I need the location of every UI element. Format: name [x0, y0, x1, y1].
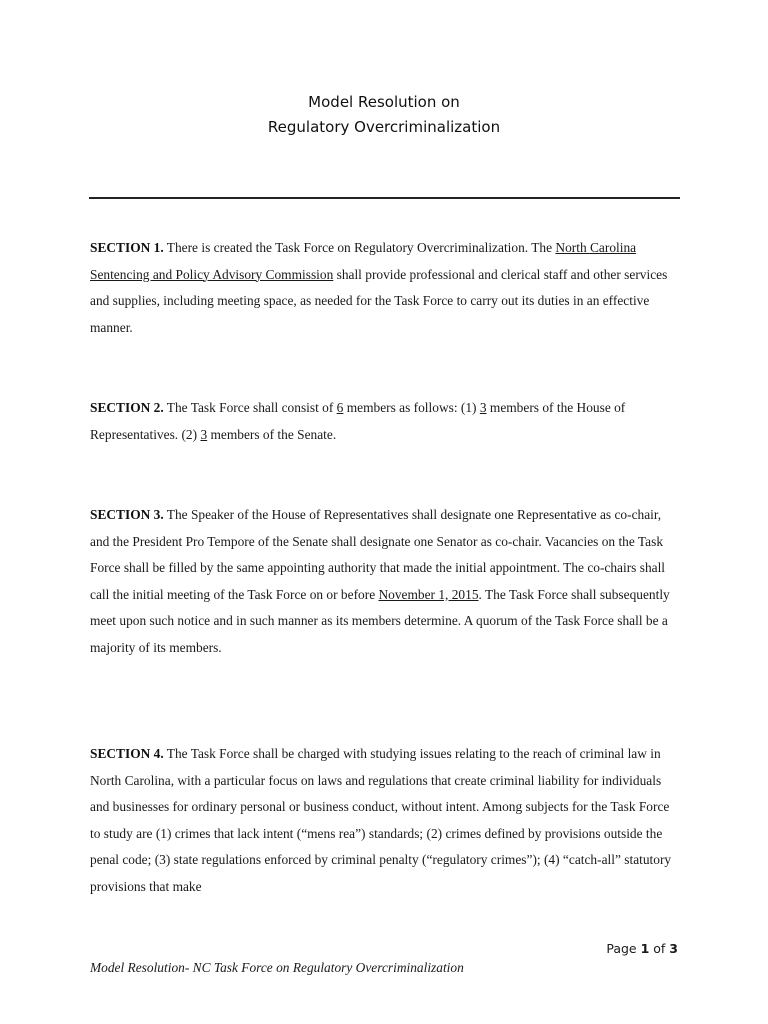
section-4-heading: SECTION 4. [90, 746, 164, 761]
document-title-line-1: Model Resolution on [308, 93, 460, 111]
section-2-heading: SECTION 2. [90, 400, 164, 415]
page-current: 1 [640, 941, 650, 956]
section-2-text-b: members as follows: (1) [343, 400, 480, 415]
initial-meeting-date: November 1, 2015 [378, 586, 479, 602]
section-1-text-a: There is created the Task Force on Regulatory Overcriminalization. The [163, 240, 556, 255]
section-1-paragraph [90, 235, 682, 341]
section-2-text-a: The Task Force shall consist of [163, 400, 337, 415]
running-footer-title: Model Resolution- NC Task Force on Regulatory Overcriminalization [90, 960, 464, 975]
section-4-paragraph [90, 741, 682, 901]
title-divider [89, 197, 680, 199]
sentencing-commission-name: North Carolina Sentencing and Policy Advisory Commission [90, 240, 637, 282]
document-title-line-2: Regulatory Overcriminalization [267, 118, 501, 136]
section-4-text-a: The Task Force shall be charged with studying issues relating to the reach of criminal law in North Carolina, with a particular focus on laws and regulations that create criminal liability for individuals and businesses for ordinary personal or business conduct, without intent. Among subjects for the Task Force to study are (1) crimes that lack intent (“mens rea”) standards; (2) crimes defined by provisions outside the penal code; (3) state regulations enforced by criminal penalty (“regulatory crimes”); (4) “catch-all” statutory provisions that make [90, 746, 672, 894]
section-1-heading: SECTION 1. [90, 240, 164, 255]
page-total: 3 [669, 941, 678, 956]
page-number [606, 941, 678, 956]
senate-members-count: 3 [200, 426, 208, 442]
section-2-text-d: members of the Senate. [207, 426, 337, 442]
house-members-count: 3 [479, 400, 487, 415]
section-3-text-a: The Speaker of the House of Representatives shall designate one Representative as co-chair, and the President Pro Tempore of the Senate shall designate one Senator as co-chair. Vacancies on the Task Force shall be filled by the same appointing authority that made the initial appointment. The co-chairs shall call the initial meeting of the Task Force on or before [90, 507, 666, 602]
section-2-text-c: members of the House of Representatives. (2) [90, 400, 626, 442]
page-label: Page [606, 941, 641, 956]
section-3-text-b: . The Task Force shall subsequently meet upon such notice and in such manner as its members determine. A quorum of the Task Force shall be a majority of its members. [90, 586, 670, 655]
section-3-paragraph [90, 502, 682, 662]
page-of: of [649, 941, 670, 956]
section-3-heading: SECTION 3. [90, 507, 164, 522]
total-members-count: 6 [336, 400, 344, 415]
section-2-paragraph [90, 395, 682, 448]
section-1-text-b: shall provide professional and clerical staff and other services and supplies, including meeting space, as needed for the Task Force to carry out its duties in an effective manner. [90, 266, 668, 335]
